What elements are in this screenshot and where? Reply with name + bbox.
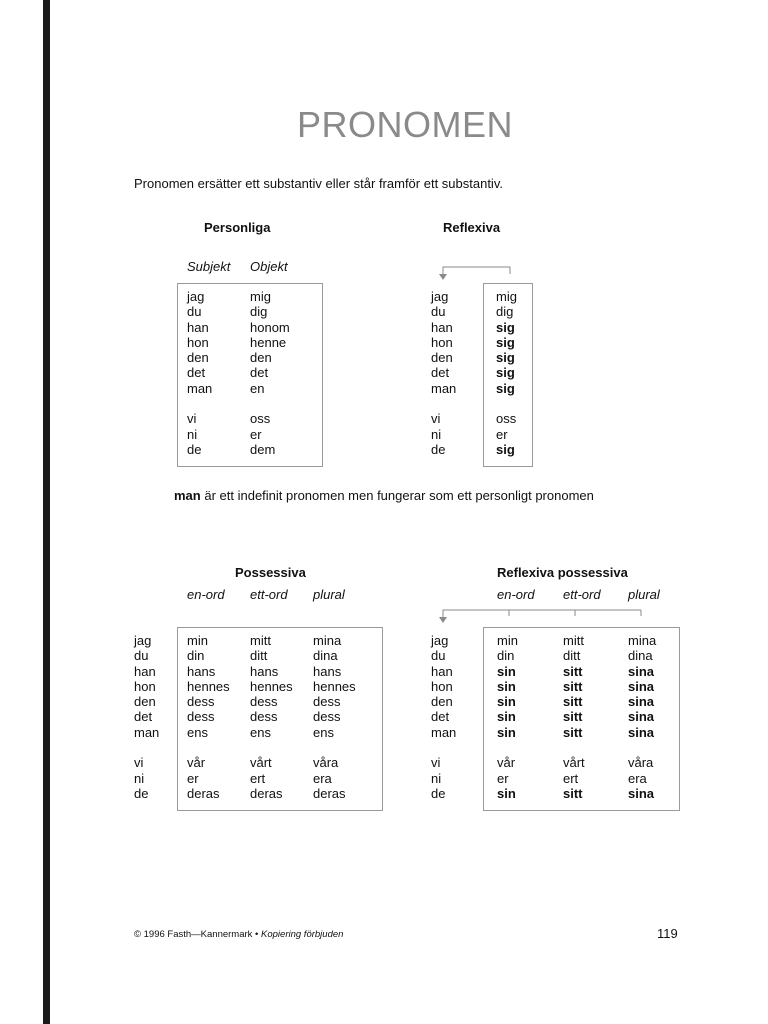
pronoun-cell: sina [628, 785, 655, 801]
pronoun-cell: sitt [563, 678, 583, 694]
pronoun-cell: dig [496, 304, 514, 320]
pronoun-cell: de [431, 785, 446, 801]
pronoun-cell: mina [313, 633, 342, 648]
pronoun-cell: hennes [250, 678, 293, 694]
pronoun-cell: sin [497, 663, 516, 679]
pronoun-cell: den [187, 350, 209, 366]
pronoun-cell: er [496, 426, 508, 442]
pronoun-cell: ens [250, 724, 271, 740]
pronoun-cell: sitt [563, 663, 583, 679]
pronoun-cell: ditt [563, 648, 581, 664]
pronoun-cell: jag [134, 633, 152, 648]
pronoun-cell: en [250, 380, 265, 396]
refl-poss-en-ord-column [497, 633, 518, 801]
pronoun-cell: han [134, 663, 156, 679]
pronoun-cell: dina [628, 648, 653, 664]
pronoun-cell: du [134, 648, 149, 664]
reflexiva-reflexiv-column [496, 289, 517, 457]
pronoun-cell: sig [496, 334, 515, 350]
pronoun-cell: våra [628, 755, 654, 771]
pronoun-cell: hon [431, 334, 453, 350]
pronoun-cell: sina [628, 663, 655, 679]
pronoun-cell: hans [187, 663, 216, 679]
reflexiva-possessiva-heading: Reflexiva possessiva [497, 565, 628, 580]
pronoun-cell: du [187, 304, 202, 320]
pronoun-cell: sig [496, 350, 515, 366]
pronoun-cell: ni [431, 426, 442, 442]
pronoun-cell: ni [187, 426, 198, 442]
pronoun-cell: ens [187, 724, 208, 740]
pronoun-cell: man [431, 380, 457, 396]
pronoun-cell: vår [187, 755, 206, 771]
pronoun-cell: det [134, 709, 153, 725]
pronoun-cell: sig [496, 441, 515, 457]
left-edge-bar [43, 0, 50, 1024]
pronoun-cell: ens [313, 724, 334, 740]
intro-text: Pronomen ersätter ett substantiv eller står framför ett substantiv. [134, 176, 503, 191]
pronoun-cell: dig [250, 304, 268, 320]
possessiva-plural-label: plural [313, 587, 345, 602]
pronoun-cell: mig [250, 289, 271, 304]
pronoun-cell: vi [134, 755, 144, 771]
pronoun-cell: mig [496, 289, 517, 304]
possessiva-ett-ord-label: ett-ord [250, 587, 288, 602]
pronoun-cell: sig [496, 319, 515, 335]
pronoun-cell: oss [496, 411, 517, 427]
reflexiva-heading: Reflexiva [443, 220, 501, 235]
pronoun-cell: sin [497, 724, 516, 740]
pronoun-cell: ditt [250, 648, 268, 664]
pronoun-cell: hennes [187, 678, 230, 694]
possessiva-ett-ord-column [250, 633, 293, 801]
pronoun-cell: er [497, 770, 509, 786]
pronoun-cell: dess [250, 694, 278, 710]
footer-copyright [134, 929, 343, 940]
pronoun-cell: vi [431, 755, 441, 771]
pronoun-cell: de [187, 441, 202, 457]
pronoun-cell: mitt [563, 633, 584, 648]
pronoun-cell: det [187, 365, 206, 381]
pronoun-cell: hon [134, 678, 156, 694]
pronoun-cell: hennes [313, 678, 356, 694]
pronoun-cell: sitt [563, 694, 583, 710]
pronoun-cell: din [497, 648, 515, 664]
reflexiva-subjekt-column [431, 289, 456, 457]
pronoun-cell: deras [313, 785, 346, 801]
reflexiva-arrow-icon [436, 264, 516, 284]
pronoun-cell: hans [250, 663, 279, 679]
copy-notice: Kopiering förbjuden [261, 929, 344, 940]
pronoun-cell: honom [250, 319, 290, 335]
refl-poss-en-ord-label: en-ord [497, 587, 535, 602]
pronoun-cell: sin [497, 785, 516, 801]
refl-poss-ett-ord-column [563, 633, 585, 801]
pronoun-cell: sin [497, 694, 516, 710]
pronoun-cell: sin [497, 678, 516, 694]
pronoun-cell: henne [250, 334, 287, 350]
refl-poss-ett-ord-label: ett-ord [563, 587, 601, 602]
pronoun-cell: de [431, 441, 446, 457]
pronoun-cell: sina [628, 678, 655, 694]
pronoun-cell: ert [250, 770, 266, 786]
pronoun-cell: mitt [250, 633, 271, 648]
possessiva-plural-column [313, 633, 356, 801]
pronoun-cell: dess [313, 694, 341, 710]
pronoun-cell: era [313, 770, 332, 786]
man-note [174, 488, 594, 503]
possessiva-pronoun-column [134, 633, 159, 801]
pronoun-cell: deras [250, 785, 283, 801]
pronoun-cell: våra [313, 755, 339, 771]
pronoun-cell: dess [313, 709, 341, 725]
pronoun-cell: din [187, 648, 205, 664]
personliga-heading: Personliga [204, 220, 271, 235]
pronoun-cell: sina [628, 709, 655, 725]
pronoun-cell: min [497, 633, 518, 648]
pronoun-cell: min [187, 633, 208, 648]
pronoun-cell: du [431, 304, 446, 320]
personliga-subjekt-column [187, 289, 212, 457]
pronoun-cell: han [187, 319, 209, 335]
pronoun-cell: den [250, 350, 272, 366]
pronoun-cell: hans [313, 663, 342, 679]
pronoun-cell: han [431, 319, 453, 335]
pronoun-cell: dess [187, 694, 215, 710]
page-number: 119 [657, 926, 678, 941]
pronoun-cell: den [431, 694, 453, 710]
pronoun-cell: sig [496, 380, 515, 396]
pronoun-cell: er [187, 770, 199, 786]
pronoun-cell: ert [563, 770, 579, 786]
pronoun-cell: dina [313, 648, 338, 664]
pronoun-cell: ni [431, 770, 442, 786]
pronoun-cell: det [431, 709, 450, 725]
refl-poss-pronoun-column [431, 633, 456, 801]
pronoun-cell: de [134, 785, 149, 801]
pronoun-cell: sitt [563, 785, 583, 801]
possessiva-en-ord-column [187, 633, 230, 801]
pronoun-cell: vår [497, 755, 516, 771]
pronoun-cell: sina [628, 694, 655, 710]
pronoun-cell: mina [628, 633, 657, 648]
pronoun-cell: jag [431, 633, 449, 648]
personliga-objekt-column [250, 289, 290, 457]
pronoun-cell: du [431, 648, 446, 664]
pronoun-cell: oss [250, 411, 271, 427]
pronoun-cell: vi [187, 411, 197, 427]
pronoun-cell: ni [134, 770, 145, 786]
pronoun-cell: hon [431, 678, 453, 694]
pronoun-cell: den [134, 694, 156, 710]
pronoun-cell: man [431, 724, 457, 740]
pronoun-cell: era [628, 770, 647, 786]
pronoun-cell: det [431, 365, 450, 381]
note-text: är ett indefinit pronomen men fungerar som ett personligt pronomen [204, 488, 594, 503]
pronoun-cell: sig [496, 365, 515, 381]
pronoun-cell: man [134, 724, 160, 740]
pronoun-cell: vi [431, 411, 441, 427]
refl-poss-plural-column [628, 633, 656, 801]
possessiva-en-ord-label: en-ord [187, 587, 225, 602]
page-title: PRONOMEN [296, 104, 513, 145]
pronoun-cell: den [431, 350, 453, 366]
pronoun-cell: jag [431, 289, 449, 304]
pronoun-cell: dess [187, 709, 215, 725]
pronoun-cell: man [187, 380, 213, 396]
pronoun-cell: sina [628, 724, 655, 740]
pronoun-cell: dem [250, 441, 276, 457]
copyright-text: © 1996 Fasth—Kannermark • [134, 929, 259, 940]
pronoun-cell: jag [187, 289, 205, 304]
pronoun-cell: er [250, 426, 262, 442]
pronoun-cell: han [431, 663, 453, 679]
pronoun-cell: deras [187, 785, 220, 801]
subjekt-label: Subjekt [187, 259, 231, 274]
possessiva-heading: Possessiva [235, 565, 306, 580]
pronoun-cell: dess [250, 709, 278, 725]
refl-poss-plural-label: plural [628, 587, 660, 602]
note-bold-word: man [174, 488, 201, 503]
pronoun-cell: sitt [563, 724, 583, 740]
pronoun-cell: sin [497, 709, 516, 725]
objekt-label: Objekt [250, 259, 288, 274]
pronoun-cell: hon [187, 334, 209, 350]
pronoun-cell: det [250, 365, 269, 381]
pronoun-cell: sitt [563, 709, 583, 725]
pronoun-cell: vårt [250, 755, 272, 771]
pronoun-cell: vårt [563, 755, 585, 771]
reflexiva-possessiva-arrow-icon [436, 604, 656, 628]
